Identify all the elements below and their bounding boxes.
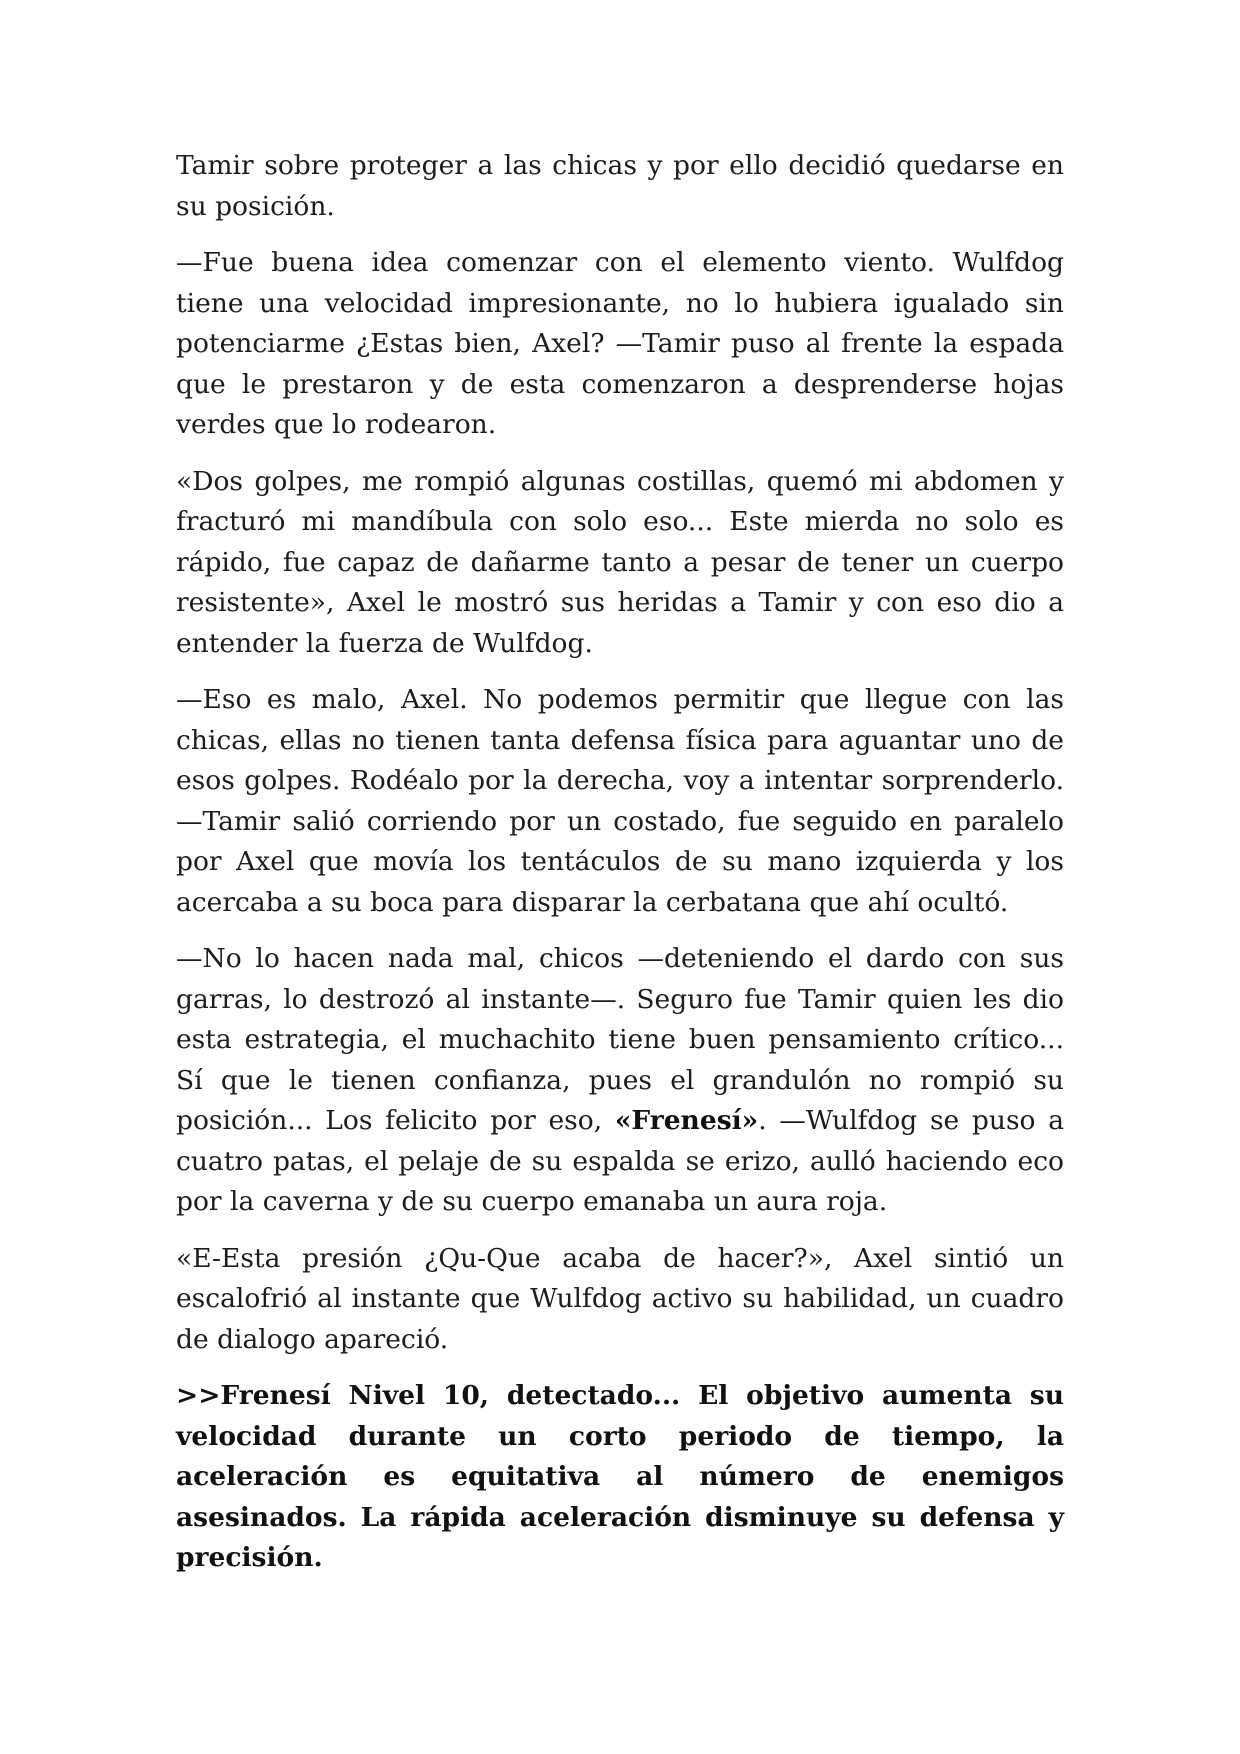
skill-name-frenesi: «Frenesí» [614,1105,759,1136]
paragraph-5 [176,939,1064,1223]
paragraph-2: —Fue buena idea comenzar con el elemento viento. Wulfdog tiene una velocidad impresionante, no lo hubiera igualado sin potenciarme ¿Estas bien, Axel? —Tamir puso al frente la espada que le prestaron y de esta comenzaron a desprenderse hojas verdes que lo rodearon. [176,247,1064,440]
paragraph-5-text-end: . —Wulfdog se puso a cuatro patas, el pelaje de su espalda se erizo, aulló haciendo eco por la caverna y de su cuerpo emanaba un aura roja. [176,1105,1064,1217]
paragraph-3: «Dos golpes, me rompió algunas costillas, quemó mi abdomen y fracturó mi mandíbula con solo eso... Este mierda no solo es rápido, fue capaz de dañarme tanto a pesar de tener un cuerpo resistente», Axel le mostró sus heridas a Tamir y con eso dio a entender la fuerza de Wulfdog. [176,465,1064,659]
paragraph-4: —Eso es malo, Axel. No podemos permitir que llegue con las chicas, ellas no tienen tanta defensa física para aguantar uno de esos golpes. Rodéalo por la derecha, voy a intentar sorprenderlo. —Tamir salió corriendo por un costado, fue seguido en paralelo por Axel que movía los tentáculos de su mano izquierda y los acercaba a su boca para disparar la cerbatana que ahí ocultó. [176,684,1064,918]
system-message: >>Frenesí Nivel 10, detectado... El objetivo aumenta su velocidad durante un corto periodo de tiempo, la aceleración es equitativa al número de enemigos asesinados. La rápida aceleración disminuye su defensa y precisión. [176,1380,1064,1573]
page-body [176,146,1064,1595]
paragraph-5-text-start: —No lo hacen nada mal, chicos —deteniendo el dardo con sus garras, lo destrozó al instante—. Seguro fue Tamir quien les dio esta estrategia, el muchachito tiene buen pensamiento crítico... Sí que le tienen confianza, pues el grandulón no rompió su posición... Los felicito por eso, [176,943,1064,1136]
paragraph-6: «E-Esta presión ¿Qu-Que acaba de hacer?», Axel sintió un escalofrió al instante que Wulfdog activo su habilidad, un cuadro de dialogo apareció. [176,1242,1064,1355]
paragraph-1: Tamir sobre proteger a las chicas y por ello decidió quedarse en su posición. [176,150,1064,222]
